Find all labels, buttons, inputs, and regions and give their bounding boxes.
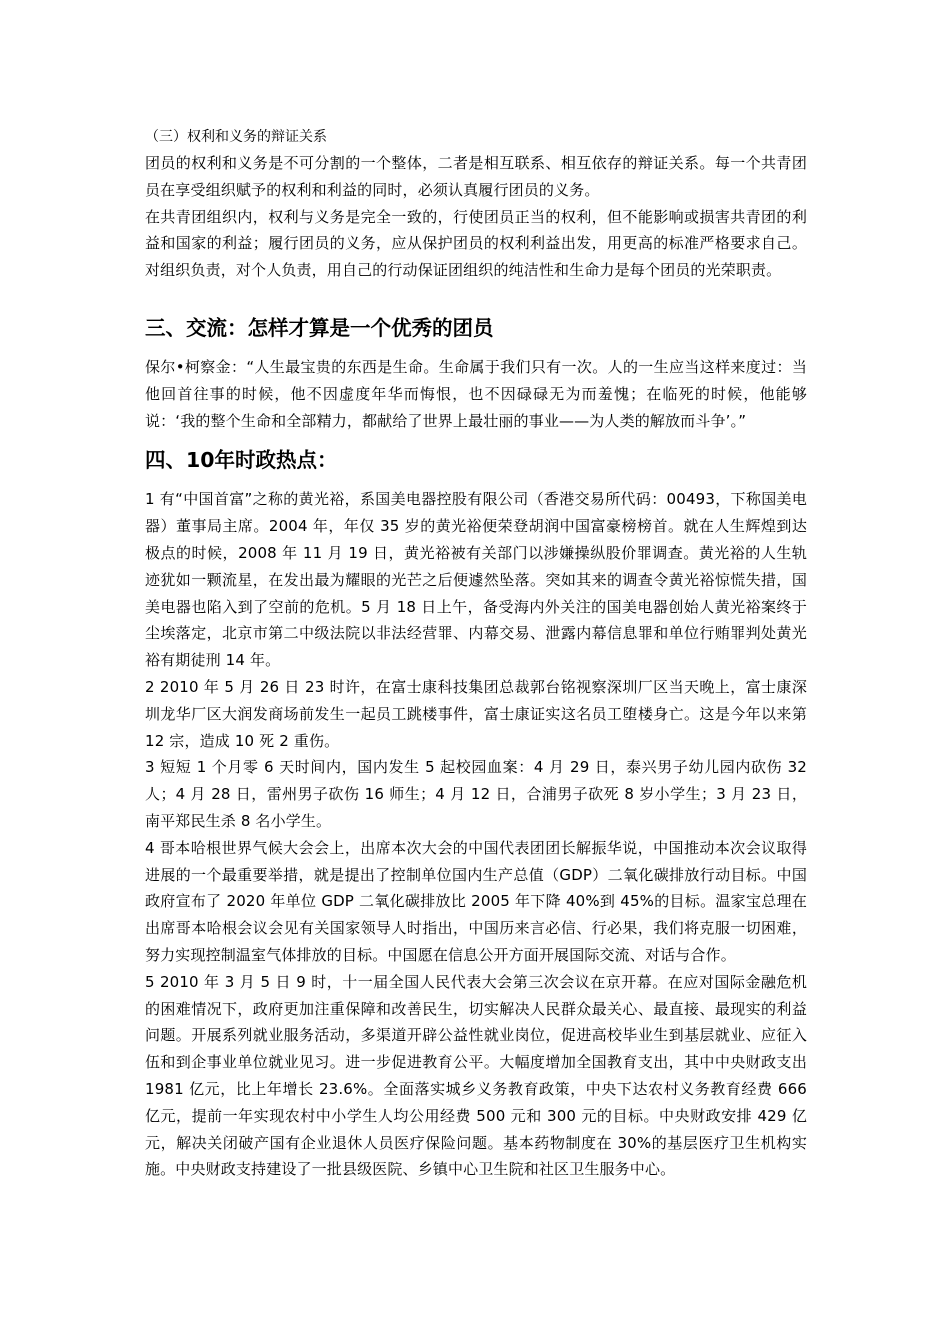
news-item-2: 2 2010 年 5 月 26 日 23 时许，在富士康科技集团总裁郭台铭视察深圳厂区当天晚上，富士康深圳龙华厂区大润发商场前发生一起员工跳楼事件，富士康证实这名员工堕楼身亡。这是今年以来第 12 宗，造成 10 死 2 重伤。 [145, 677, 807, 750]
heading-news: 四、10年时政热点： [145, 448, 338, 473]
news-item-5: 5 2010 年 3 月 5 日 9 时，十一届全国人民代表大会第三次会议在京开幕。在应对国际金融危机的困难情况下，政府更加注重保障和改善民生，切实解决人民群众最关心、最直接、最现实的利益问题。开展系列就业服务活动，多渠道开辟公益性就业岗位，促进高校毕业生到基层就业、应征入伍和到企事业单位就业见习。进一步促进教育公平。大幅度增加全国教育支出，其中中央财政支出 1981 亿元，比上年增长 23.6%。全面落实城乡义务教育政策，中央下达农村义务教育经费 666 亿元，提前一年实现农村中小学生人均公用经费 500 元和 300 元的目标。中央财政安排 429 亿元，解决关闭破产国有企业退休人员医疗保险问题。基本药物制度在 30%的基层医疗卫生机构实施。中央财政支持建设了一批县级医院、乡镇中心卫生院和社区卫生服务中心。 [145, 972, 807, 1179]
quote-paragraph: 保尔•柯察金：“人生最宝贵的东西是生命。生命属于我们只有一次。人的一生应当这样来度过：当他回首往事的时候，他不因虚度年华而悔恨，也不因碌碌无为而羞愧；在临死的时候，他能够说：‘我的整个生命和全部精力，都献给了世界上最壮丽的事业——为人类的解放而斗争’。” [145, 357, 807, 430]
subheading-rights-duties: （三）权利和义务的辩证关系 [145, 129, 327, 145]
news-item-1: 1 有“中国首富”之称的黄光裕，系国美电器控股有限公司（香港交易所代码：00493，下称国美电器）董事局主席。2004 年，年仅 35 岁的黄光裕便荣登胡润中国富豪榜榜首。就在人生辉煌到达极点的时候，2008 年 11 月 19 日，黄光裕被有关部门以涉嫌操纵股价罪调查。黄光裕的人生轨迹犹如一颗流星，在发出最为耀眼的光芒之后便遽然坠落。突如其来的调查令黄光裕惊慌失措，国美电器也陷入到了空前的危机。5 月 18 日上午，备受海内外关注的国美电器创始人黄光裕案终于尘埃落定，北京市第二中级法院以非法经营罪、内幕交易、泄露内幕信息罪和单位行贿罪判处黄光裕有期徒刑 14 年。 [145, 490, 807, 670]
document-page [145, 124, 807, 1183]
heading-exchange: 三、交流：怎样才算是一个优秀的团员 [145, 315, 494, 340]
paragraph-rights-duties-2: 在共青团组织内，权利与义务是完全一致的，行使团员正当的权利，但不能影响或损害共青团的利益和国家的利益；履行团员的义务，应从保护团员的权利利益出发，用更高的标准严格要求自己。对组织负责，对个人负责，用自己的行动保证团组织的纯洁性和生命力是每个团员的光荣职责。 [145, 207, 807, 280]
paragraph-rights-duties-1: 团员的权利和义务是不可分割的一个整体，二者是相互联系、相互依存的辩证关系。每一个共青团员在享受组织赋予的权利和利益的同时，必须认真履行团员的义务。 [145, 154, 807, 199]
news-item-4: 4 哥本哈根世界气候大会会上，出席本次大会的中国代表团团长解振华说，中国推动本次会议取得进展的一个最重要举措，就是提出了控制单位国内生产总值（GDP）二氧化碳排放行动目标。中国政府宣布了 2020 年单位 GDP 二氧化碳排放比 2005 年下降 40%到 45%的目标。温家宝总理在出席哥本哈根会议会见有关国家领导人时指出，中国历来言必信、行必果，我们将克服一切困难，努力实现控制温室气体排放的目标。中国愿在信息公开方面开展国际交流、对话与合作。 [145, 838, 807, 964]
news-item-3: 3 短短 1 个月零 6 天时间内，国内发生 5 起校园血案：4 月 29 日，泰兴男子幼儿园内砍伤 32 人；4 月 28 日，雷州男子砍伤 16 师生；4 月 12 日，合浦男子砍死 8 岁小学生；3 月 23 日，南平郑民生杀 8 名小学生。 [145, 758, 807, 830]
